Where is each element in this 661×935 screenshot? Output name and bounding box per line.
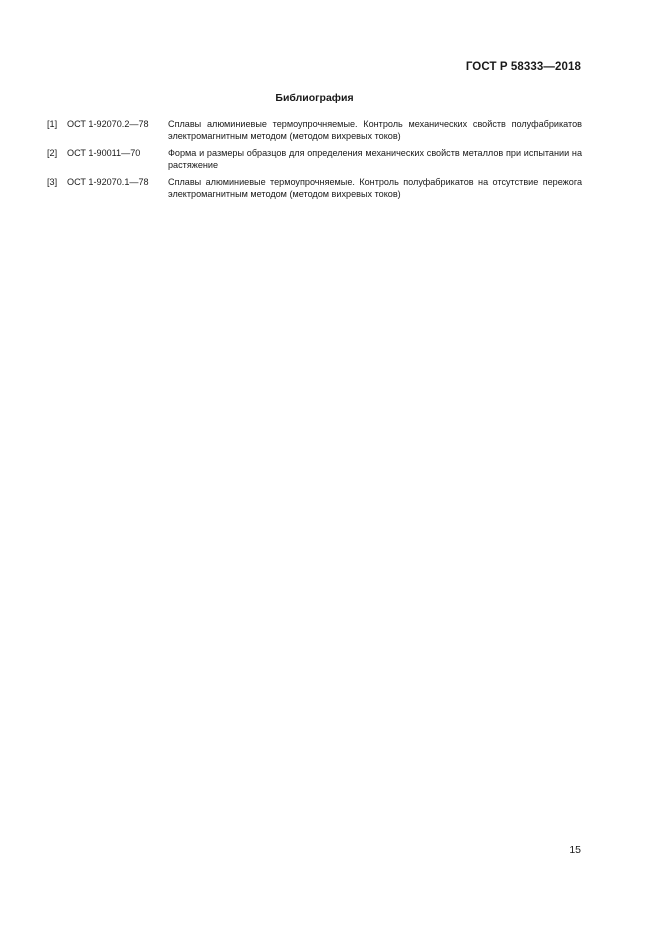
bibliography-entry (47, 118, 582, 142)
entry-number: [3] (47, 177, 58, 187)
entry-standard: ОСТ 1-92070.2—78 (67, 119, 149, 129)
page-number: 15 (569, 844, 581, 856)
entry-number: [2] (47, 148, 58, 158)
bibliography-entry (47, 176, 582, 200)
entry-number: [1] (47, 119, 58, 129)
entry-standard: ОСТ 1-92070.1—78 (67, 177, 149, 187)
bibliography-entry (47, 147, 582, 171)
document-code: ГОСТ Р 58333—2018 (465, 61, 581, 73)
entry-title: Сплавы алюминиевые термоупрочняемые. Контроль полуфабрикатов на отсутствие пережога электромагнитным методом (методом вихревых токов) (168, 177, 582, 199)
entry-standard: ОСТ 1-90011—70 (67, 148, 141, 158)
entry-title: Сплавы алюминиевые термоупрочняемые. Контроль механических свойств полуфабрикатов электромагнитным методом (методом вихревых токов) (168, 119, 582, 141)
section-title: Библиография (275, 92, 354, 104)
entry-title: Форма и размеры образцов для определения механических свойств металлов при испытании на растяжение (168, 148, 582, 170)
bibliography-list (47, 118, 582, 205)
